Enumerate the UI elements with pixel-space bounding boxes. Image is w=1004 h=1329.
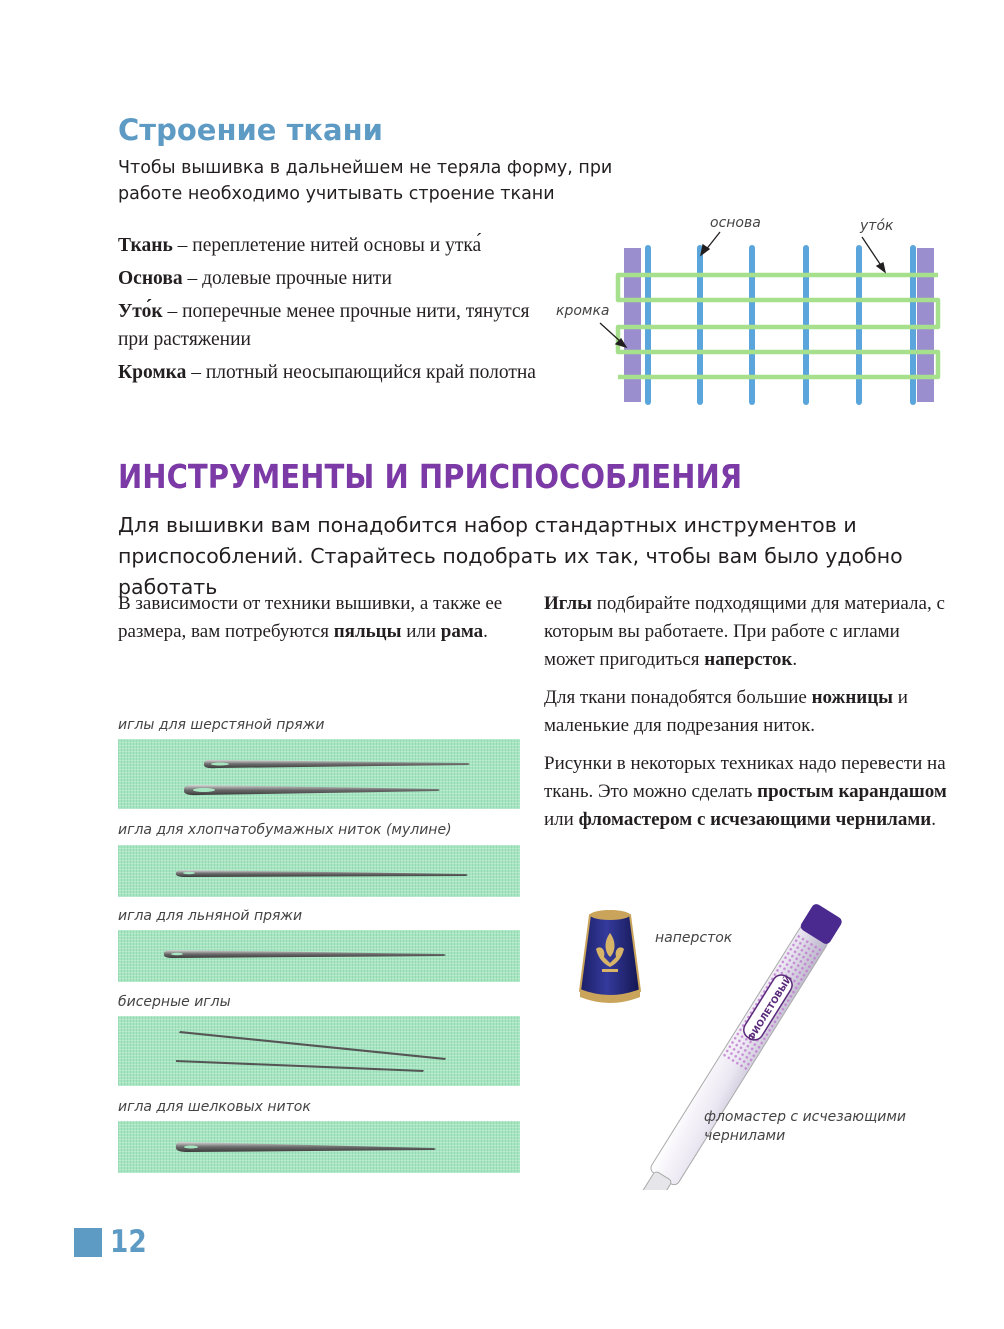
section-title-fabric-structure: Строение ткани <box>118 113 383 147</box>
text: . <box>792 649 798 670</box>
bold-text: ножницы <box>811 687 894 708</box>
text: и маленькие для подрезания ниток. <box>544 687 908 736</box>
needle-caption: игла для шелковых ниток <box>118 1099 311 1115</box>
page-number: 12 <box>110 1224 147 1260</box>
text: подбирайте подходящими для материала, с которым вы работаете. При работе с иглами может пригодиться <box>544 593 945 670</box>
section-subtitle-fabric-structure: Чтобы вышивка в дальнейшем не теряла форму, при работе необходимо учитывать строение ткани <box>118 158 613 204</box>
text: или <box>544 809 579 830</box>
needle-swatch-silk <box>118 1121 520 1173</box>
term-text: – поперечные менее прочные нити, тянутся при растяжении <box>118 301 530 350</box>
term-text: – долевые прочные нити <box>182 268 392 289</box>
needle-image <box>118 930 520 982</box>
paragraph <box>544 684 949 740</box>
thimble-caption: наперсток <box>655 930 733 946</box>
definition-fabric <box>118 232 538 260</box>
bold-text: наперсток <box>704 649 793 670</box>
needle-image <box>118 739 520 809</box>
text: Рисунки в некоторых техниках надо перевести на ткань. Это можно сделать <box>544 753 946 802</box>
term-text: – переплетение нитей основы и утка́ <box>172 235 482 256</box>
needle-image <box>118 1016 520 1086</box>
term: Основа <box>118 268 183 289</box>
text: или <box>401 621 441 642</box>
needle-swatch-linen <box>118 930 520 982</box>
weave-diagram <box>550 205 950 415</box>
left-column-text <box>118 590 513 656</box>
bold-text: пяльцы <box>333 621 402 642</box>
label-selvage: кромка <box>556 303 610 319</box>
term: Кромка <box>118 362 187 383</box>
paragraph <box>544 590 949 674</box>
paragraph <box>118 590 513 646</box>
needle-caption: бисерные иглы <box>118 994 231 1010</box>
needle-image <box>118 845 520 897</box>
definition-selvage <box>118 359 538 387</box>
marker-caption: фломастер с исчезающими чернилами <box>704 1109 907 1144</box>
definition-weft <box>118 298 538 354</box>
term-text: – плотный неосыпающийся край полотна <box>186 362 536 383</box>
text: . <box>483 621 488 642</box>
needle-swatch-cotton <box>118 845 520 897</box>
label-warp: основа <box>710 215 761 231</box>
section-subtitle-tools: Для вышивки вам понадобится набор стандартных инструментов и приспособлений. Старайтесь подобрать их так, чтобы вам было удобно работать <box>118 513 903 599</box>
needle-caption: игла для хлопчатобумажных ниток (мулине) <box>118 822 452 838</box>
definition-warp <box>118 265 538 293</box>
text: Для ткани понадобятся большие <box>544 687 812 708</box>
right-column-text <box>544 590 949 844</box>
text: В зависимости от техники вышивки, а также ее размера, вам потребуются <box>118 593 503 642</box>
term: Ткань <box>118 235 173 256</box>
bold-text: рама <box>440 621 484 642</box>
needle-swatch-beading <box>118 1016 520 1086</box>
marker-brand: ФИОЛЕТОВЫЙ <box>746 974 795 1044</box>
needle-caption: иглы для шерстяной пряжи <box>118 717 325 733</box>
bold-text: фломастером с исчезающими чернилами <box>578 809 932 830</box>
bold-text: простым карандашом <box>757 781 947 802</box>
section-title-tools: ИНСТРУМЕНТЫ И ПРИСПОСОБЛЕНИЯ <box>118 457 743 496</box>
page-number-marker <box>74 1228 102 1257</box>
term: Уто́к <box>118 301 163 322</box>
text: . <box>931 809 936 830</box>
needle-image <box>118 1121 520 1173</box>
weft-thread <box>618 275 938 377</box>
bold-text: Иглы <box>544 593 592 614</box>
needle-caption: игла для льняной пряжи <box>118 908 303 924</box>
paragraph <box>544 750 949 834</box>
needle-swatch-wool <box>118 739 520 809</box>
label-weft: уто́к <box>860 218 894 234</box>
